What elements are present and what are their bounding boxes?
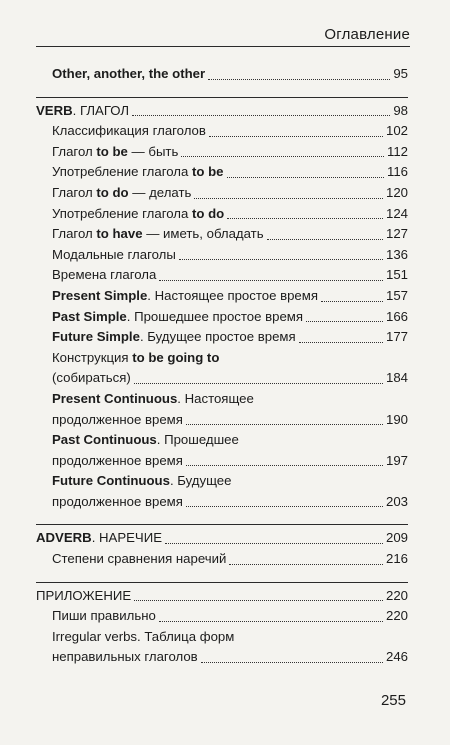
toc-entry-title-line <box>36 389 408 410</box>
toc-entry-title-bold: VERB <box>36 102 73 118</box>
toc-section-adverb <box>36 524 408 569</box>
header-rule <box>36 46 410 47</box>
toc-entry-title: Глагол <box>52 143 97 159</box>
dot-leader <box>134 600 383 601</box>
toc-entry-title: Пиши правильно <box>52 608 156 624</box>
toc-page-number: 184 <box>385 370 408 386</box>
toc-entry[interactable] <box>36 430 408 471</box>
toc-entry-title: (собираться) <box>52 370 131 386</box>
toc-entry[interactable] <box>36 471 408 512</box>
dot-leader <box>229 564 383 565</box>
toc-page-number: 197 <box>385 452 408 468</box>
toc-entry-title: . Будущее <box>169 473 232 489</box>
toc-entry-title-bold: to do <box>96 184 129 200</box>
toc-entry-title-bold: to be going to <box>132 349 220 365</box>
toc-page-number: 151 <box>385 267 408 283</box>
toc-entry-title-bold: to have <box>96 226 143 242</box>
toc-section-pronouns <box>36 64 408 85</box>
toc-entry-title: продолженное время <box>52 493 183 509</box>
toc-entry-title: неправильных глаголов <box>52 649 198 665</box>
dot-leader <box>159 280 383 281</box>
toc-section-heading[interactable] <box>36 586 408 607</box>
dot-leader <box>306 321 383 322</box>
page-number: 255 <box>380 692 406 709</box>
dot-leader <box>201 662 383 663</box>
toc-page-number: 157 <box>385 287 408 303</box>
toc-entry[interactable] <box>36 348 408 389</box>
toc-page-number: 102 <box>385 123 408 139</box>
toc-entry[interactable] <box>36 549 408 570</box>
toc-entry-last-line <box>36 451 408 472</box>
dot-leader <box>209 136 383 137</box>
toc-entry[interactable] <box>36 606 408 627</box>
toc-page-number: 166 <box>385 308 408 324</box>
toc-entry-title: Модальные глаголы <box>52 246 176 262</box>
dot-leader <box>186 506 383 507</box>
toc-entry-last-line <box>36 647 408 668</box>
dot-leader <box>165 543 383 544</box>
dot-leader <box>186 424 383 425</box>
toc-entry-title-bold: to do <box>191 205 225 221</box>
dot-leader <box>208 79 390 80</box>
toc-page-number: 136 <box>385 246 408 262</box>
toc-page-number: 98 <box>393 102 408 118</box>
dot-leader <box>181 156 384 157</box>
toc-entry-last-line <box>36 410 408 431</box>
toc-page-number: 216 <box>385 551 408 567</box>
toc-entry-title: — иметь, обладать <box>142 226 264 242</box>
toc-entry-title-line <box>36 471 408 492</box>
toc-entry[interactable] <box>36 307 408 328</box>
toc-entry[interactable] <box>36 64 408 85</box>
dot-leader <box>299 342 383 343</box>
toc-entry-title: ПРИЛОЖЕНИЕ <box>36 587 132 603</box>
toc-entry[interactable] <box>36 224 408 245</box>
toc-entry[interactable] <box>36 245 408 266</box>
toc-page-number: 220 <box>385 608 408 624</box>
toc-entry[interactable] <box>36 121 408 142</box>
toc-section-heading[interactable] <box>36 101 408 122</box>
toc-page-number: 95 <box>393 66 408 81</box>
toc-page-number: 127 <box>385 226 408 242</box>
toc-entry-title: продолженное время <box>52 452 183 468</box>
toc-entry-title: . НАРЕЧИЕ <box>91 530 162 546</box>
toc-entry-title-line <box>36 348 408 369</box>
toc-entry-title: Употребление глагола <box>52 164 192 180</box>
dot-leader <box>227 218 383 219</box>
toc-entry-title: . Будущее простое время <box>139 329 296 345</box>
dot-leader <box>194 198 383 199</box>
toc-page-number: 209 <box>385 530 408 546</box>
toc-entry-title: продолженное время <box>52 411 183 427</box>
toc-entry-title-bold: Future Continuous <box>52 473 170 489</box>
dot-leader <box>159 621 383 622</box>
toc-entry-title-bold: Present Continuous <box>52 390 178 406</box>
toc-entry-title-bold: to be <box>191 164 224 180</box>
toc-entry-title-bold: Future Simple <box>52 329 140 345</box>
toc-entry[interactable] <box>36 142 408 163</box>
dot-leader <box>179 259 383 260</box>
toc-page-number: 203 <box>385 493 408 509</box>
dot-leader <box>132 115 390 116</box>
table-of-contents <box>36 64 408 668</box>
toc-entry-title-bold: to be <box>96 143 128 159</box>
toc-entry-title: Степени сравнения наречий <box>52 551 227 567</box>
toc-entry[interactable] <box>36 204 408 225</box>
toc-entry-title: . Настоящее <box>177 390 254 406</box>
toc-page-number: 246 <box>385 649 408 665</box>
toc-entry-title: — быть <box>127 143 179 159</box>
running-header-title: Оглавление <box>324 26 410 43</box>
toc-entry-last-line <box>36 492 408 513</box>
dot-leader <box>321 301 383 302</box>
toc-entry-title-bold: Past Simple <box>52 308 127 324</box>
toc-entry[interactable] <box>36 265 408 286</box>
toc-entry[interactable] <box>36 183 408 204</box>
toc-entry-title-bold: Past Continuous <box>52 432 157 448</box>
toc-entry-title: Конструкция <box>52 349 133 365</box>
toc-page-number: 116 <box>386 164 408 180</box>
toc-page-number: 112 <box>386 143 408 159</box>
toc-entry[interactable] <box>36 162 408 183</box>
toc-entry-title: Употребление глагола <box>52 205 192 221</box>
toc-page-number: 190 <box>385 411 408 427</box>
toc-entry-title: Irregular verbs. Таблица форм <box>52 628 235 644</box>
toc-entry[interactable] <box>36 389 408 430</box>
toc-entry-title: Глагол <box>52 184 97 200</box>
toc-page-number: 177 <box>385 329 408 345</box>
toc-entry-title: Классификация глаголов <box>52 123 206 139</box>
dot-leader <box>227 177 384 178</box>
dot-leader <box>186 465 383 466</box>
toc-section-appendix <box>36 582 408 668</box>
toc-entry-title: Other, another, the other <box>52 66 206 81</box>
toc-entry-title-line <box>36 430 408 451</box>
toc-entry-title-bold: ADVERB <box>36 530 92 546</box>
toc-entry-last-line <box>36 368 408 389</box>
toc-entry-title-bold: Present Simple <box>52 287 148 303</box>
toc-page-number: 220 <box>385 587 408 603</box>
toc-entry-title: . Прошедшее <box>156 432 239 448</box>
toc-entry-title: Глагол <box>52 226 97 242</box>
dot-leader <box>267 239 383 240</box>
toc-section-heading[interactable] <box>36 528 408 549</box>
toc-entry-title-line <box>36 627 408 648</box>
toc-entry-title: — делать <box>128 184 192 200</box>
toc-entry-title: . Настоящее простое время <box>147 287 318 303</box>
toc-section-verb <box>36 97 408 513</box>
toc-entry-title: . ГЛАГОЛ <box>72 102 129 118</box>
toc-entry-title: Времена глагола <box>52 267 157 283</box>
dot-leader <box>134 383 383 384</box>
toc-page-number: 120 <box>385 184 408 200</box>
toc-entry[interactable] <box>36 286 408 307</box>
toc-entry[interactable] <box>36 327 408 348</box>
toc-entry-title: . Прошедшее простое время <box>126 308 303 324</box>
toc-entry[interactable] <box>36 627 408 668</box>
toc-page-number: 124 <box>385 205 408 221</box>
